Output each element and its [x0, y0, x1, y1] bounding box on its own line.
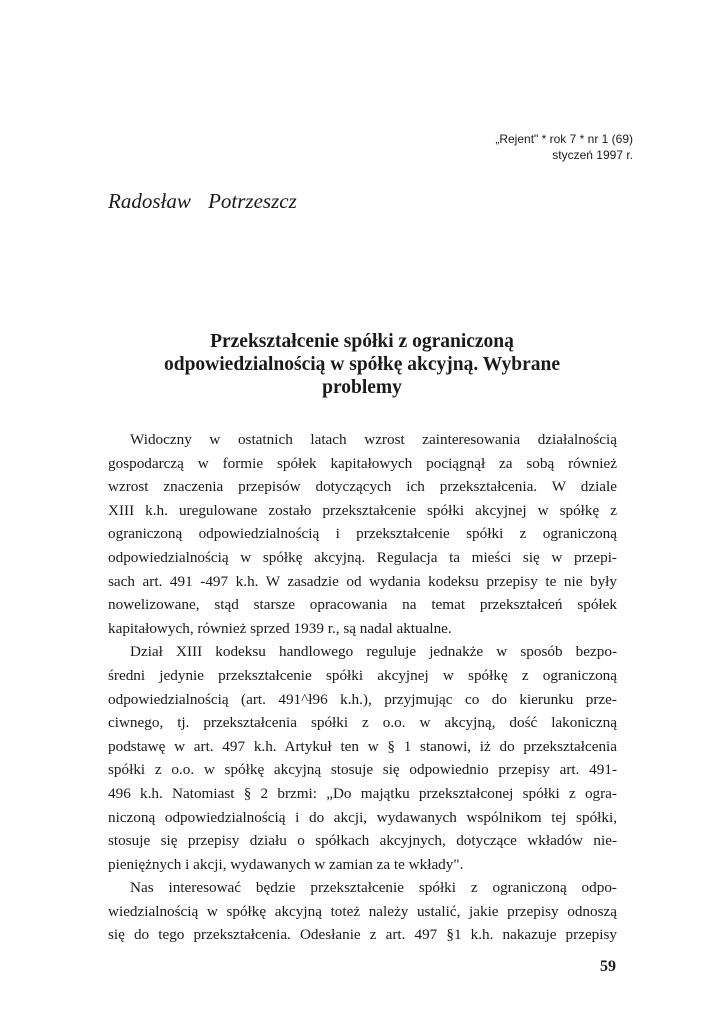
text-line: stosuje się przepisy działu o spółkach akcyjnych, dotyczące wkładów nie-: [108, 832, 617, 850]
article-title: [108, 330, 616, 399]
text-line: 496 k.h. Natomiast § 2 brzmi: „Do majątku przekształconej spółki z ogra-: [108, 784, 617, 802]
text-line: średni jedynie przekształcenie spółki akcyjnej w spółkę z ograniczoną: [108, 666, 617, 684]
text-line: Dział XIII kodeksu handlowego reguluje jednakże w sposób bezpo-: [130, 643, 617, 661]
text-line: Widoczny w ostatnich latach wzrost zainteresowania działalnością: [130, 431, 617, 448]
paragraph: [108, 876, 617, 947]
journal-date-line: styczeń 1997 r.: [552, 148, 633, 162]
text-line: Nas interesować będzie przekształcenie spółki z ograniczoną odpo-: [130, 879, 617, 897]
text-line: ograniczoną odpowiedzialnością i przekształcenie spółki z ograniczoną: [108, 525, 617, 543]
article-body: [108, 428, 617, 947]
text-line: się do tego przekształcenia. Odesłanie z art. 497 §1 k.h. nakazuje przepisy: [108, 926, 617, 944]
text-line: kapitałowych, również sprzed 1939 r., są nadal aktualne.: [108, 619, 452, 637]
journal-header: [495, 131, 633, 163]
paragraph: [108, 428, 617, 640]
text-line: spółki z o.o. w spółkę akcyjną stosuje się odpowiednio przepisy art. 491-: [108, 761, 617, 779]
title-line: Przekształcenie spółki z ograniczoną: [210, 331, 514, 352]
text-line: wzrost znaczenia przepisów dotyczących ich przekształcenia. W dziale: [108, 478, 617, 496]
paragraph: [108, 640, 617, 876]
text-line: wiedzialnością w spółkę akcyjną toteż należy ustalić, jakie przepisy odnoszą: [108, 902, 617, 920]
page-number: 59: [600, 958, 616, 975]
text-line: niczoną odpowiedzialnością i do akcji, wydawanych wspólnikom tej spółki,: [108, 808, 617, 826]
text-line: podstawę w art. 497 k.h. Artykuł ten w § 1 stanowi, iż do przekształcenia: [108, 737, 617, 755]
text-line: odpowiedzialnością w spółkę akcyjną. Regulacja ta mieści się w przepi-: [108, 548, 617, 566]
text-line: sach art. 491 -497 k.h. W zasadzie od wydania kodeksu przepisy te nie były: [108, 572, 617, 590]
title-line: problemy: [322, 377, 402, 398]
text-line: ciwnego, tj. przekształcenia spółki z o.o. w akcyjną, dość lakoniczną: [108, 714, 617, 732]
text-line: gospodarczą w formie spółek kapitałowych pociągnął za sobą również: [108, 454, 617, 472]
title-line: odpowiedzialnością w spółkę akcyjną. Wybrane: [163, 354, 560, 375]
text-line: odpowiedzialnością (art. 491^ł96 k.h.), przyjmując co do kierunku prze-: [108, 690, 617, 708]
text-line: XIII k.h. uregulowane zostało przekształcenie spółki akcyjnej w spółkę z: [108, 501, 617, 519]
author-name: Radosław Potrzeszcz: [108, 189, 297, 213]
text-line: nowelizowane, stąd starsze opracowania na temat przekształceń spółek: [108, 596, 617, 614]
journal-issue-line: „Rejent" * rok 7 * nr 1 (69): [495, 132, 633, 146]
text-line: pieniężnych i akcji, wydawanych w zamian za te wkłady".: [108, 855, 464, 873]
